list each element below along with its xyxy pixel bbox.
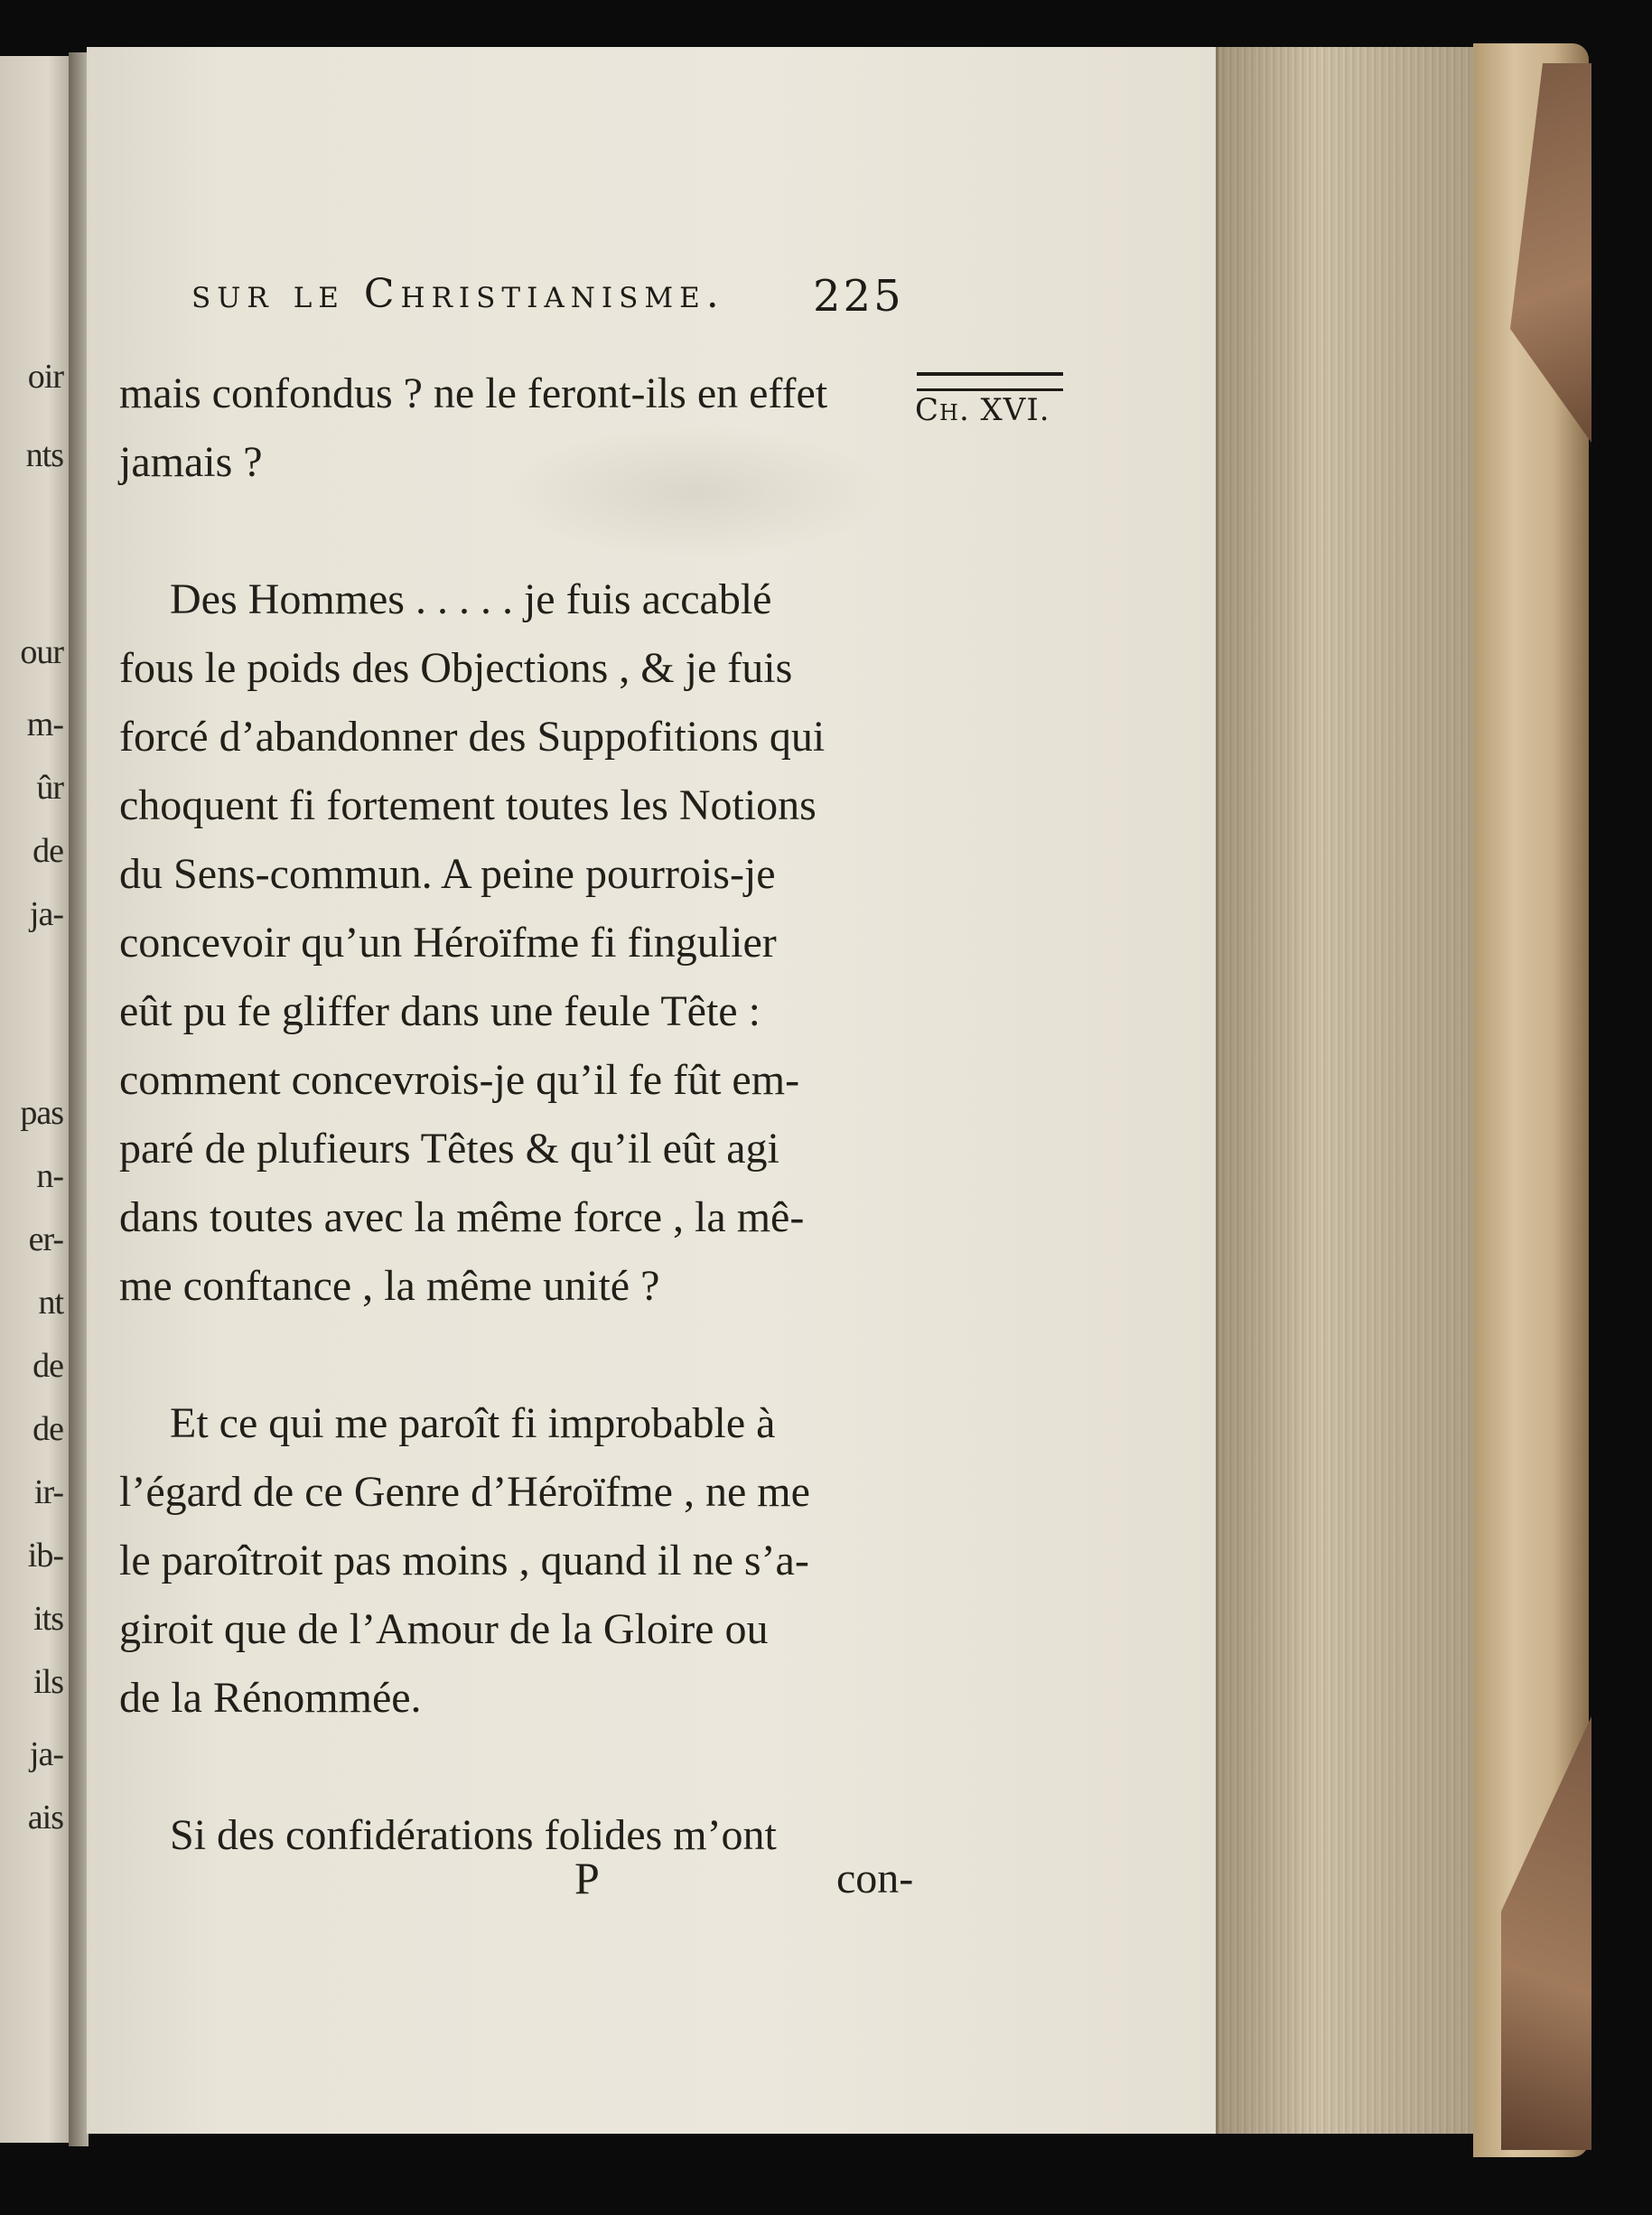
facing-page-fragment: de [33,832,63,870]
facing-page-fragment: nt [38,1284,63,1322]
facing-page-fragment: ja- [29,895,63,933]
facing-page-fragment: ib- [27,1537,63,1575]
text-line: giroit que de l’Amour de la Gloire ou [119,1605,769,1653]
signature-mark: P [574,1853,600,1903]
text-line: de la Rénommée. [119,1674,422,1722]
text-line: forcé d’abandonner des Suppofitions qui [119,713,826,761]
facing-page-fragment: nts [25,436,63,474]
text-line: le paroîtroit pas moins , quand il ne s’a- [119,1537,809,1584]
facing-page-fragment: oir [27,358,63,396]
text-line: du Sens-commun. A peine pourrois-je [119,850,776,898]
facing-page-fragment: ais [27,1799,63,1836]
facing-page-fragment: our [20,633,63,671]
facing-page-fragment: ir- [33,1473,63,1511]
text-line: dans toutes avec la même force , la mê- [119,1193,805,1241]
facing-page-fragment: er- [28,1220,63,1258]
text-line: eût pu fe gliffer dans une feule Tête : [119,987,761,1035]
text-line: Si des confidérations folides m’ont [170,1811,777,1859]
text-line: concevoir qu’un Héroïfme fi fingulier [119,919,777,967]
facing-page-fragment: pas [20,1094,63,1132]
text-line: choquent fi fortement toutes les Notions [119,781,817,829]
page-number: 225 [813,271,904,322]
facing-page-fragment: ils [33,1663,63,1701]
facing-page-fragment: its [33,1600,63,1638]
catchword: con- [836,1855,914,1902]
facing-page-fragment: m- [26,706,63,743]
facing-page-fragment: de [33,1347,63,1385]
facing-page [0,56,70,2143]
facing-page-fragment: de [33,1410,63,1448]
text-line: jamais ? [119,438,263,486]
text-line: fous le poids des Objections , & je fuis [119,644,793,692]
text-line: mais confondus ? ne le feront-ils en effet [119,369,828,417]
text-line: Des Hommes . . . . . je fuis accablé [170,575,772,623]
facing-page-fragment: ûr [36,769,63,807]
text-line: Et ce qui me paroît fi improbable à [170,1399,776,1447]
margin-rule [917,372,1063,391]
text-line: paré de plufieurs Têtes & qu’il eût agi [119,1125,779,1173]
text-line: l’égard de ce Genre d’Héroïfme , ne me [119,1468,810,1516]
book-gutter [69,52,89,2146]
facing-page-fragment: ja- [29,1735,63,1773]
text-line: me conftance , la même unité ? [119,1262,660,1310]
text-line: comment concevrois-je qu’il fe fût em- [119,1056,800,1104]
running-title: sur le Christianisme. [191,271,725,317]
facing-page-fragment: n- [36,1157,63,1195]
chapter-margin-note: Ch. XVI. [915,392,1050,428]
